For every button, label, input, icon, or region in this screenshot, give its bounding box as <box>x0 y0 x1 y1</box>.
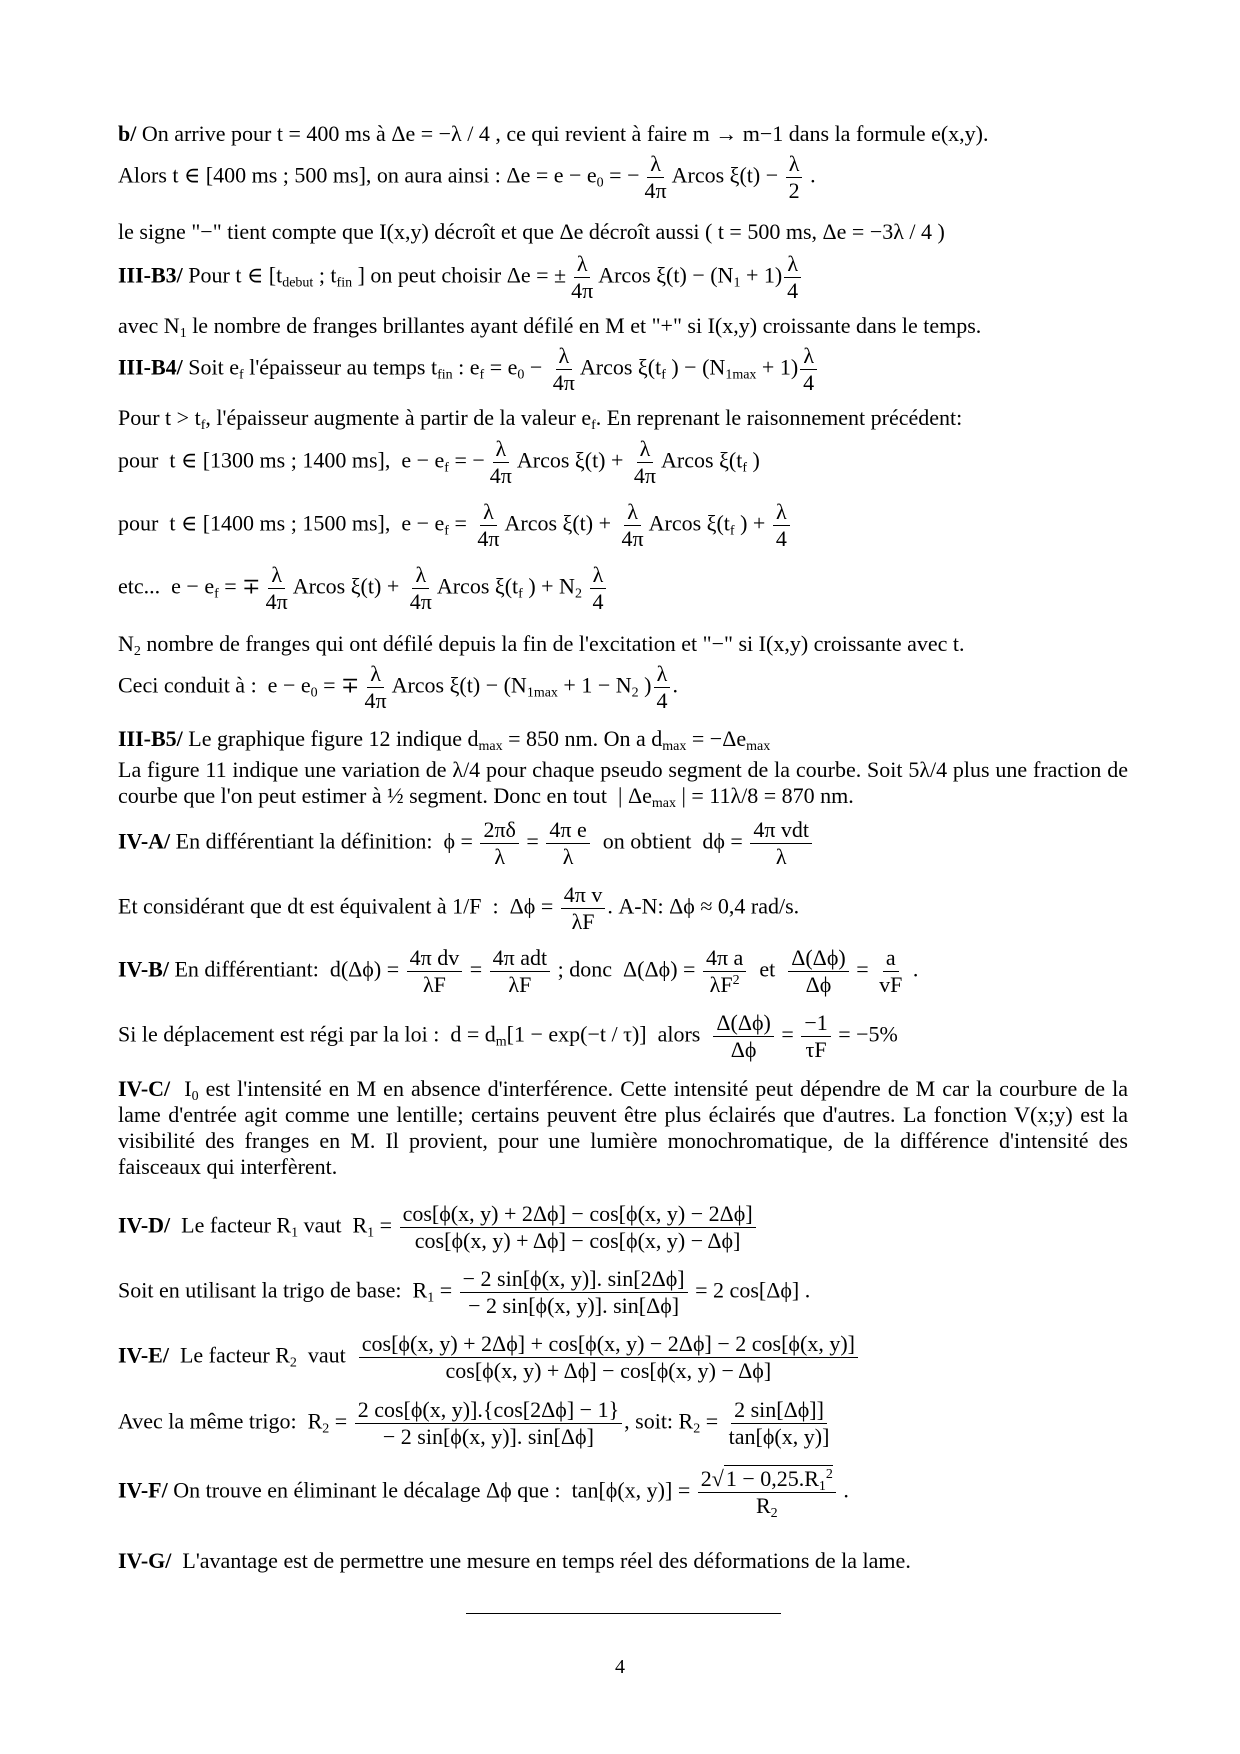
paragraph-iv-b: IV-B/ En différentiant: d(Δϕ) = $\frac{\text{4π dv}}{\lambda F}$ = $\frac{\text{4π adt}}{\lambda F}$ ; donc Δ(Δϕ) = $\frac{\text{4π a}}{\lambda F^2}$ et $\frac{\Delta(\Delta\phi)}{\Delta\phi}$ = $\frac{a}{vF}$ . <box>118 945 919 998</box>
paragraph-iv-f: IV-F/ On trouve en éliminant le décalage Δϕ que : tan[ϕ(x, y)] = $\frac{2√1 - 0,25.R_1^2}{R_2}$ . <box>118 1466 849 1522</box>
page-number: 4 <box>615 1656 625 1678</box>
label-iii-b4: III-B4/ <box>118 354 183 380</box>
label-iv-c: IV-C/ <box>118 1076 171 1101</box>
label-iii-b3: III-B3/ <box>118 262 183 288</box>
label-iv-d: IV-D/ <box>118 1212 171 1238</box>
paragraph-trigo-base: Soit en utilisant la trigo de base: $R_1$ = $\frac{- 2 \sin[\phi(x, y)]. \sin[2\Delta\phi]}{- 2 \sin[\phi(x, y)]. \sin[\Delta\phi]}$ = 2 cos[Δϕ] . <box>118 1266 811 1319</box>
paragraph-meme-trigo: Avec la même trigo: $R_2$ = $\frac{2 \cos[\phi(x, y)].\{\cos[2\Delta\phi] - 1\}}{- 2 \sin[\phi(x, y)]. \sin[\Delta\phi]}$ , soit: $R_2$ = $\frac{2 \sin[\Delta\phi]]}{\tan[\phi(x, y)]}$ <box>118 1397 830 1450</box>
paragraph-deplacement: Si le déplacement est régi par la loi : $d = d_m[1 - \exp(-t / \tau)]$ alors $\frac{\Delta(\Delta\phi)}{\Delta\phi}$ = $\frac{-1}{\tau F}$ = −5% <box>118 1010 898 1063</box>
paragraph-iv-e: IV-E/ Le facteur $R_2$ vaut $\frac{\cos[\phi(x, y) + 2\Delta\phi] + \cos[\phi(x, y) - 2\Delta\phi] - 2 \cos[\phi(x, y)]}{\cos[\phi(x, y) + \Delta\phi] - \cos[\phi(x, y) - \Delta\phi]}$ <box>118 1332 860 1383</box>
paragraph-n2: $N_2$ nombre de franges qui ont défilé depuis la fin de l'excitation et "−" si I(x,y) croissante avec t. <box>118 631 965 659</box>
paragraph-avec-n1: avec $N_1$ le nombre de franges brillantes ayant défilé en M et "+" si I(x,y) croissante dans le temps. <box>118 313 982 341</box>
paragraph-iv-d: IV-D/ Le facteur $R_1$ vaut $R_1$ = $\frac{\cos[\phi(x, y) + 2\Delta\phi] - \cos[\phi(x, y) - 2\Delta\phi]}{\cos[\phi(x, y) + \Delta\phi] - \cos[\phi(x, y) - \Delta\phi]}$ <box>118 1202 758 1253</box>
paragraph-et-considerant: Et considérant que dt est équivalent à 1/F : Δϕ = $\frac{\text{4π v}}{\lambda F}$ . A-N: Δϕ ≈ 0,4 rad/s. <box>118 882 800 935</box>
paragraph-signe: le signe "−" tient compte que I(x,y) décroît et que Δe décroît aussi ( t = 500 ms, Δe = −3λ / 4 ) <box>118 219 945 244</box>
paragraph-iv-c: IV-C/ $I_0$ est l'intensité en M en absence d'interférence. Cette intensité peut dépendre de M car la courbure de la lame d'entrée agit comme une lentille; certains peuvent être plus éclairés que d'autres. La fonction V(x;y) est la visibilité des franges en M. Il provient, pour une lumière monochromatique, de la différence d'intensité des faisceaux qui interfèrent. <box>118 1076 1128 1179</box>
equation-1300-1400: pour t ∈ [1300 ms ; 1400 ms], $e - e_f$ = − $\frac{\lambda}{4\pi}$ Arcos ξ(t) + $\frac{\lambda}{4\pi}$ Arcos $\xi(t_f$ ) <box>118 436 760 489</box>
paragraph-figure-11: La figure 11 indique une variation de λ/4 pour chaque pseudo segment de la courbe. Soit 5λ/4 plus une fraction de courbe que l'on peut estimer à ½ segment. Donc en tout | $\Delta e_{max}$ | = 11λ/8 = 870 nm. <box>118 757 1128 811</box>
label-iii-b5: III-B5/ <box>118 726 183 751</box>
paragraph-iii-b5: III-B5/ Le graphique figure 12 indique $d_{max} = 850$ nm. On a $d_{max} = -\Delta e_{max}$ <box>118 726 771 754</box>
label-iv-a: IV-A/ <box>118 828 171 854</box>
equation-ceci-conduit: Ceci conduit à : $e - e_0$ = ∓ $\frac{\lambda}{4\pi}$ Arcos $\xi(t) - (N_{1max} + 1 - N_2$ ) $\frac{\lambda}{4}$ . <box>118 661 678 714</box>
paragraph-iii-b3: III-B3/ Pour t ∈ [$t_{debut}$ ; $t_{fin}$ ] on peut choisir Δe = ± $\frac{\lambda}{4\pi}$ Arcos $\xi(t) - (N_1 + 1)$ $\frac{\lambda}{4}$ <box>118 252 803 303</box>
equation-etc: etc... $e - e_f$ = ∓ $\frac{\lambda}{4\pi}$ Arcos ξ(t) + $\frac{\lambda}{4\pi}$ Arcos $\xi(t_f$ ) + $N_2$ $\frac{\lambda}{4}$ <box>118 563 608 614</box>
label-iv-f: IV-F/ <box>118 1477 168 1503</box>
separator-line <box>466 1613 781 1614</box>
paragraph-iv-a: IV-A/ En différentiant la définition: ϕ = $\frac{2\pi\delta}{\lambda}$ = $\frac{\text{4π e}}{\lambda}$ on obtient dϕ = $\frac{\text{4π vdt}}{\lambda}$ <box>118 818 814 869</box>
equation-1400-1500: pour t ∈ [1400 ms ; 1500 ms], $e - e_f$ = $\frac{\lambda}{4\pi}$ Arcos ξ(t) + $\frac{\lambda}{4\pi}$ Arcos $\xi(t_f$ ) + $\frac{\lambda}{4}$ <box>118 500 792 551</box>
paragraph-iii-b4: III-B4/ Soit $e_f$ l'épaisseur au temps $t_{fin}$ : $e_f = e_0$ − $\frac{\lambda}{4\pi}$ Arcos $\xi(t_f$ ) − $(N_{1max} + 1)$ $\frac{\lambda}{4}$ <box>118 344 819 395</box>
label-iv-e: IV-E/ <box>118 1342 169 1368</box>
label-iv-g: IV-G/ <box>118 1548 172 1573</box>
label-b: b/ <box>118 121 137 146</box>
paragraph-pour-t-tf: Pour $t > t_f$, l'épaisseur augmente à partir de la valeur $e_f$. En reprenant le raisonnement précédent: <box>118 405 963 433</box>
paragraph-iv-g: IV-G/ L'avantage est de permettre une mesure en temps réel des déformations de la lame. <box>118 1548 911 1573</box>
paragraph-alors: Alors t ∈ [400 ms ; 500 ms], on aura ainsi : $\Delta e = e - e_0$ = − $\frac{\lambda}{4\pi}$ Arcos ξ(t) − $\frac{\lambda}{2}$ . <box>118 151 816 204</box>
label-iv-b: IV-B/ <box>118 956 169 982</box>
paragraph-b: b/ On arrive pour t = 400 ms à Δe = −λ / 4 , ce qui revient à faire m → m−1 dans la formule e(x,y). <box>118 121 989 146</box>
